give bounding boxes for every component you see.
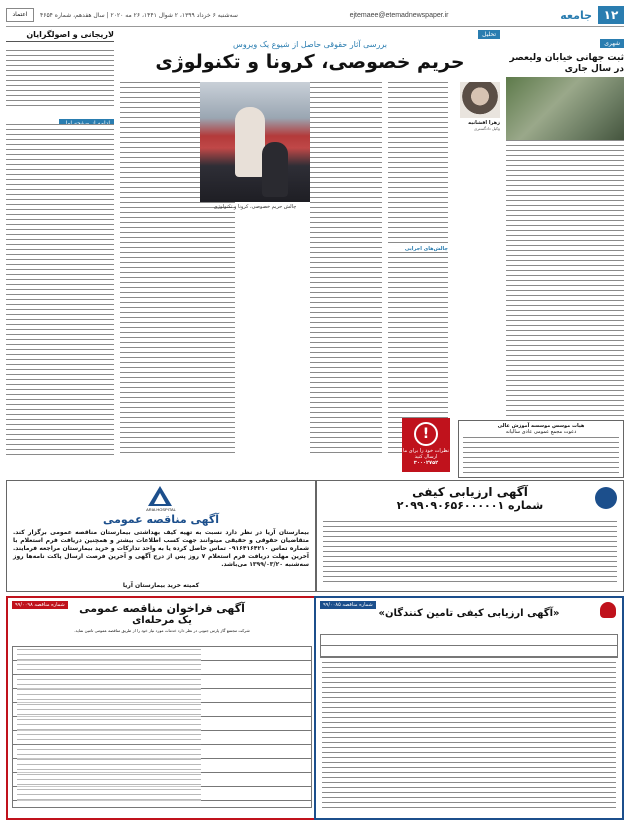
left-column — [6, 30, 114, 42]
center-label: تحلیل — [478, 30, 500, 39]
article-kicker: بررسی آثار حقوقی حاصل از شیوع یک ویروس — [233, 40, 387, 49]
ad-quality-evaluation — [316, 480, 624, 592]
feedback-ad[interactable] — [402, 418, 450, 472]
right-column — [506, 30, 624, 149]
author-role: وکیل دادگستری — [473, 126, 500, 131]
ad-kifi-number-label: شماره — [508, 499, 544, 512]
hospital-logo — [147, 485, 173, 507]
article-subhead: چالش‌های اجرایی — [388, 246, 448, 252]
ad-call-table — [12, 646, 312, 808]
ad-assembly-title: هیات موسس موسسه آموزش عالی — [497, 423, 585, 429]
street-photo — [506, 77, 624, 149]
ad-call-subtitle: یک مرحله‌ای — [132, 615, 192, 626]
left-column-body-top — [6, 50, 114, 108]
ad-kifi-number: ۲۰۹۹۰۹۰۶۵۶۰۰۰۰۰۱ — [396, 499, 505, 512]
newspaper-logo: اعتماد — [6, 8, 34, 22]
ad-tender-body: بیمارستان آریا در نظر دارد نسبت به تهیه کیف بهداشتی بیمارستان مناقصه عمومی برگزار کند. متقاضیان حقوقی و حقیقی میتوانند جهت کسب اطلاعات بیشتر و همچنین دریافت فرم استعلام با شماره تماس ۰۹۱۶۴۱۶۴۲۱۰ تماس حاصل کرده یا به واحد تدارکات و خرید بیمارستان مراجعه فرمایند. آخرین مهلت دریافت فرم استعلام ۷ روز پس از درج آگهی و آخرین فرصت ارسال پاکت نامه‌ها روز سه‌شنبه ۱۳۹۹/۰۳/۲۰ می‌باشد. — [13, 529, 309, 568]
right-column-label: شهری — [600, 39, 624, 48]
header-date: سه‌شنبه ۶ خرداد ۱۳۹۹، ۲ شوال ۱۴۴۱، ۲۶ مه ۲۰۲۰ | سال هفدهم، شماره ۴۶۵۴ — [40, 11, 238, 19]
ad-call-table-text — [17, 649, 201, 804]
right-column-body — [506, 140, 624, 455]
article-body-1 — [388, 82, 448, 457]
ad-tender-title: آگهی مناقصه عمومی — [102, 513, 220, 526]
ad-supplier-evaluation — [314, 596, 624, 820]
ad-public-tender — [6, 480, 316, 592]
ad-call-title: آگهی فراخوان مناقصه عمومی — [79, 602, 245, 615]
feedback-text: نظرات خود را برای ما ارسال کنید — [402, 448, 450, 460]
ad-tender-footer: کمیته خرید بیمارستان آریا — [122, 582, 200, 589]
ad-kifi-body — [323, 521, 617, 585]
ad-assembly-subtitle: دعوت مجمع عمومی عادی سالیانه — [505, 429, 577, 435]
ad-supplier-body — [322, 662, 616, 810]
article-title: حریم خصوصی، کرونا و تکنولوژی — [155, 51, 465, 73]
left-column-body — [6, 124, 114, 455]
ad-supplier-tag: شماره مناقصه ۹۹/۰۰۸۵ — [320, 601, 376, 609]
ad-kifi-title: آگهی ارزیابی کیفی — [412, 485, 528, 499]
photo-person — [235, 107, 265, 177]
article-body-2 — [310, 82, 382, 457]
page-number: ۱۲ — [598, 6, 624, 24]
author-photo — [460, 82, 500, 118]
ad-supplier-table — [320, 634, 618, 658]
author-name: زهرا افشانیه — [468, 120, 500, 126]
gas-logo — [600, 602, 616, 618]
center-article-head — [120, 30, 500, 73]
hospital-name: ARIA HOSPITAL — [146, 507, 176, 512]
page-header — [6, 4, 624, 27]
left-column-title: لاریجانی و اصولگرایان — [6, 30, 114, 42]
feedback-number: ۳۰۰۰۲۷۵۲ — [413, 460, 439, 466]
ad-assembly — [458, 420, 624, 478]
info-icon: ! — [414, 422, 438, 446]
section-title: جامعه — [560, 8, 592, 22]
ad-call-intro: شرکت مجتمع گاز پارس جنوبی در نظر دارد خدمات مورد نیاز خود را از طریق مناقصه عمومی تامین نماید. — [74, 628, 250, 633]
ad-assembly-body — [463, 437, 619, 473]
article-photo — [200, 82, 310, 202]
ad-kifi-logo — [595, 487, 617, 509]
author-box — [456, 82, 500, 131]
ad-call-for-tender — [6, 596, 318, 820]
header-email[interactable]: ejtemaee@etemadnewspaper.ir — [349, 11, 449, 19]
ad-supplier-title: «آگهی ارزیابی کیفی تامین کنندگان» — [378, 608, 560, 619]
ad-call-tag: شماره مناقصه ۹۹/۰۰۹۸ — [12, 601, 68, 609]
photo-caption: چالش حریم خصوصی، کرونا و تکنولوژی — [213, 204, 297, 210]
photo-person-2 — [262, 142, 288, 197]
right-column-title: ثبت جهانی خیابان ولیعصر در سال جاری — [509, 53, 624, 74]
